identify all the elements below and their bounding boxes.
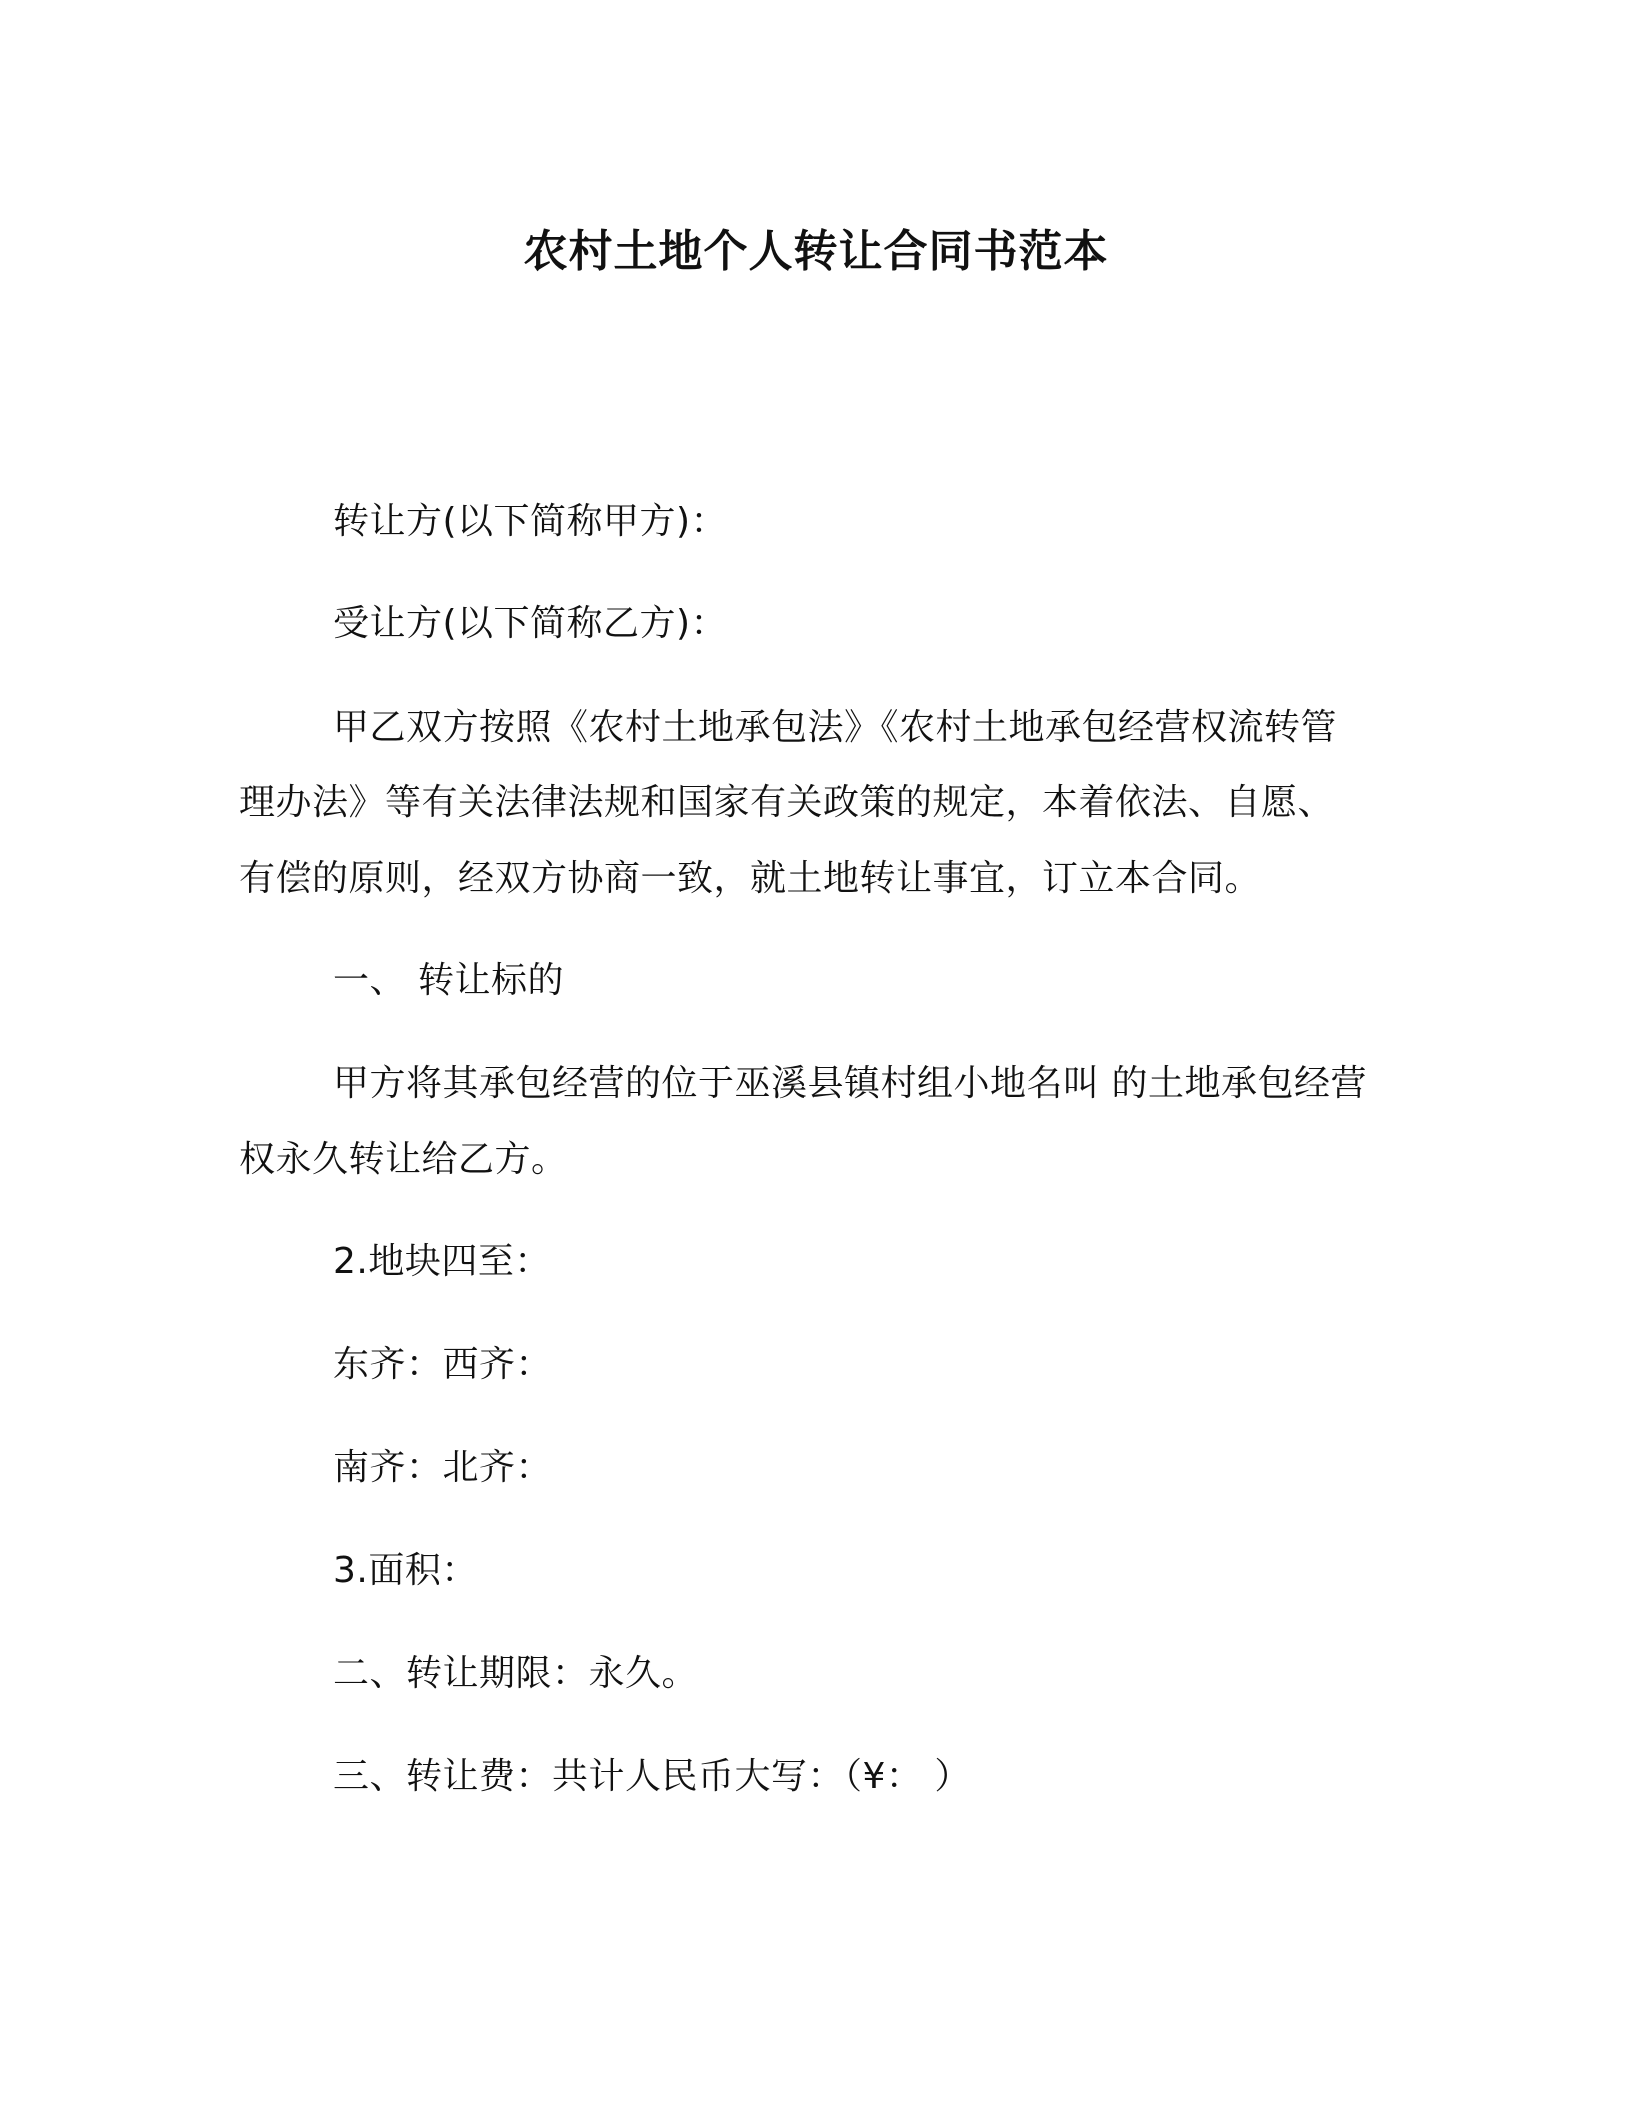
- subject-line-2: 权永久转让给乙方。: [239, 1139, 568, 1180]
- subject-line-1: 甲方将其承包经营的位于巫溪县镇村组小地名叫 的土地承包经营: [333, 1063, 1367, 1104]
- transferor-line: 转让方(以下简称甲方)：: [333, 501, 728, 542]
- section-3-fee: 三、转让费：共计人民币大写：（¥： ）: [333, 1756, 971, 1797]
- preamble-line-2: 理办法》等有关法律法规和国家有关政策的规定，本着依法、自愿、: [239, 782, 1335, 823]
- south-north-boundary: 南齐：北齐：: [333, 1447, 553, 1488]
- document-title: 农村土地个人转让合同书范本: [523, 226, 1109, 277]
- east-west-boundary: 东齐：西齐：: [333, 1344, 553, 1385]
- plot-boundaries-heading: 2.地块四至：: [333, 1241, 551, 1282]
- area-line: 3.面积：: [333, 1550, 478, 1591]
- section-2-term: 二、转让期限：永久。: [333, 1653, 699, 1694]
- preamble-line-3: 有偿的原则，经双方协商一致，就土地转让事宜，订立本合同。: [239, 858, 1262, 899]
- transferee-line: 受让方(以下简称乙方)：: [333, 603, 728, 644]
- preamble-line-1: 甲乙双方按照《农村土地承包法》《农村土地承包经营权流转管: [333, 707, 1338, 748]
- section-1-heading: 一、 转让标的: [333, 960, 564, 1001]
